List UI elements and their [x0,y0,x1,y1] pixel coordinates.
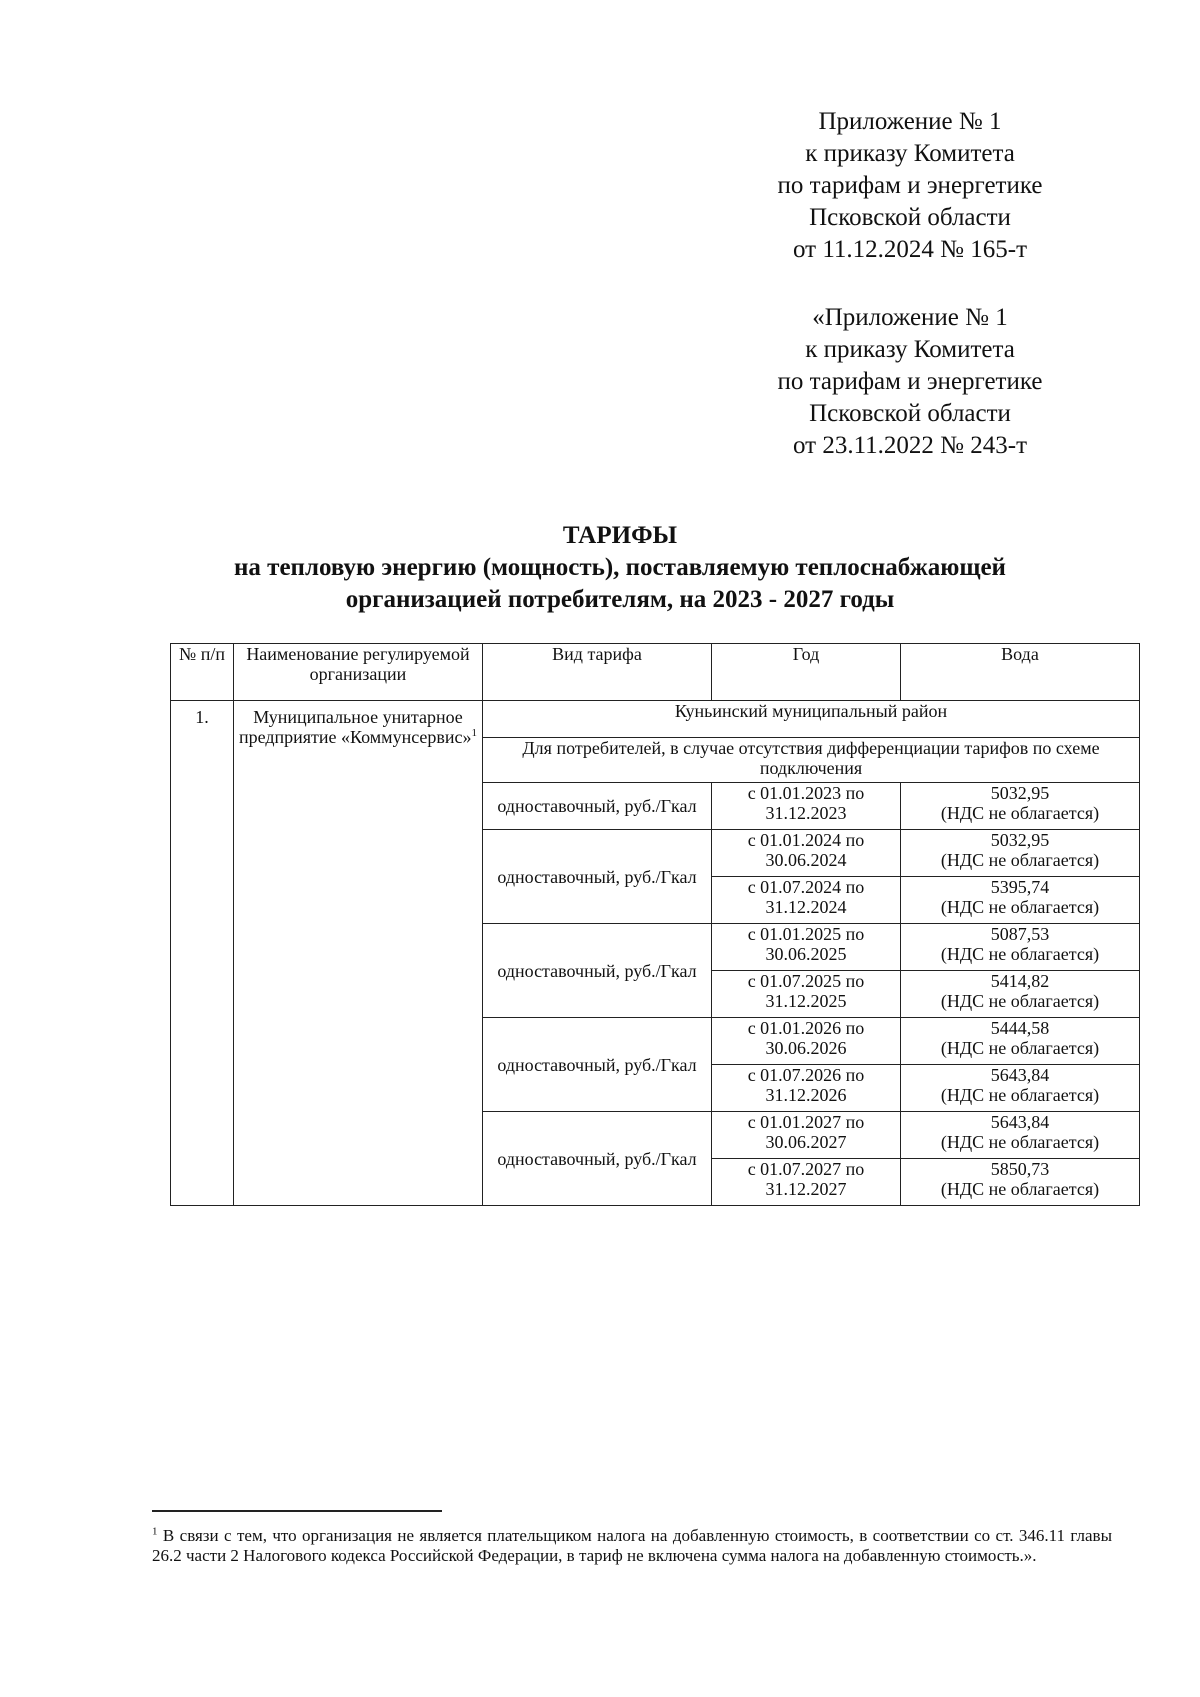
tariff-value: 5444,58 [990,1018,1050,1038]
header-org: Наименование регулируемой организации [234,644,483,701]
water-cell [901,1018,1140,1065]
water-cell [901,1159,1140,1206]
period-cell: с 01.01.2025 по 30.06.2025 [712,924,901,971]
row-number: 1. [171,701,234,1206]
approval-line: Псковской области [809,400,1011,427]
period-cell: с 01.01.2026 по 30.06.2026 [712,1018,901,1065]
water-cell [901,924,1140,971]
region-row [171,701,1140,738]
approval-line: по тарифам и энергетике [777,368,1043,395]
water-cell [901,830,1140,877]
approval-line: «Приложение № 1 [812,304,1008,331]
approval-line: к приказу Комитета [805,140,1015,167]
tariff-value: 5850,73 [990,1159,1050,1179]
footnote-divider [152,1510,442,1512]
region-name: Куньинский муниципальный район [483,701,1140,738]
tariff-value: 5643,84 [990,1112,1050,1132]
approval-block-original [700,302,1120,462]
period-cell: с 01.07.2026 по 31.12.2026 [712,1065,901,1112]
vat-note: (НДС не облагается) [940,803,1100,823]
approval-line: от 11.12.2024 № 165-т [792,236,1028,263]
document-title [150,520,1090,616]
table-header-row [171,644,1140,701]
period-cell: с 01.01.2023 по 31.12.2023 [712,783,901,830]
approval-line: Приложение № 1 [818,108,1002,135]
tariff-value: 5414,82 [990,971,1050,991]
header-kind: Вид тарифа [483,644,712,701]
vat-note: (НДС не облагается) [940,1132,1100,1152]
tariff-kind: одноставочный, руб./Гкал [483,830,712,924]
tariff-value: 5643,84 [990,1065,1050,1085]
title-line: ТАРИФЫ [562,522,678,549]
vat-note: (НДС не облагается) [940,1038,1100,1058]
footnote-ref: 1 [471,727,478,739]
vat-note: (НДС не облагается) [940,944,1100,964]
title-line: организацией потребителям, на 2023 - 2027 годы [345,586,895,613]
tariff-value: 5032,95 [990,830,1050,850]
period-cell: с 01.07.2025 по 31.12.2025 [712,971,901,1018]
title-line: на тепловую энергию (мощность), поставляемую теплоснабжающей [234,554,1006,581]
organization-name-text: Муниципальное унитарное предприятие «Коммунсервис» [238,707,472,747]
water-cell [901,783,1140,830]
water-cell [901,1112,1140,1159]
header-water: Вода [901,644,1140,701]
connection-note: Для потребителей, в случае отсутствия дифференциации тарифов по схеме подключения [483,738,1140,783]
water-cell [901,877,1140,924]
footnote-text: В связи с тем, что организация не является плательщиком налога на добавленную стоимость, в соответствии со ст. 346.11 главы 26.2 части 2 Налогового кодекса Российской Федерации, в тариф не включена сумма налога на добавленную стоимость.». [152,1526,1113,1565]
water-cell [901,971,1140,1018]
tariff-value: 5032,95 [990,783,1050,803]
header-num: № п/п [171,644,234,701]
tariff-kind: одноставочный, руб./Гкал [483,783,712,830]
tariff-value: 5395,74 [990,877,1050,897]
approval-line: от 23.11.2022 № 243-т [792,432,1028,459]
header-year: Год [712,644,901,701]
vat-note: (НДС не облагается) [940,850,1100,870]
approval-line: по тарифам и энергетике [777,172,1043,199]
approval-line: к приказу Комитета [805,336,1015,363]
period-cell: с 01.01.2027 по 30.06.2027 [712,1112,901,1159]
vat-note: (НДС не облагается) [940,1085,1100,1105]
period-cell: с 01.07.2027 по 31.12.2027 [712,1159,901,1206]
organization-name [234,701,483,1206]
vat-note: (НДС не облагается) [940,897,1100,917]
tariff-kind: одноставочный, руб./Гкал [483,924,712,1018]
period-cell: с 01.07.2024 по 31.12.2024 [712,877,901,924]
tariff-kind: одноставочный, руб./Гкал [483,1018,712,1112]
approval-block-current [700,106,1120,266]
tariff-kind: одноставочный, руб./Гкал [483,1112,712,1206]
approval-line: Псковской области [809,204,1011,231]
tariff-table [170,643,1140,1206]
period-cell: с 01.01.2024 по 30.06.2024 [712,830,901,877]
vat-note: (НДС не облагается) [940,1179,1100,1199]
vat-note: (НДС не облагается) [940,991,1100,1011]
water-cell [901,1065,1140,1112]
tariff-value: 5087,53 [990,924,1050,944]
footnote-mark: 1 [152,1525,158,1538]
footnote [152,1526,1112,1566]
